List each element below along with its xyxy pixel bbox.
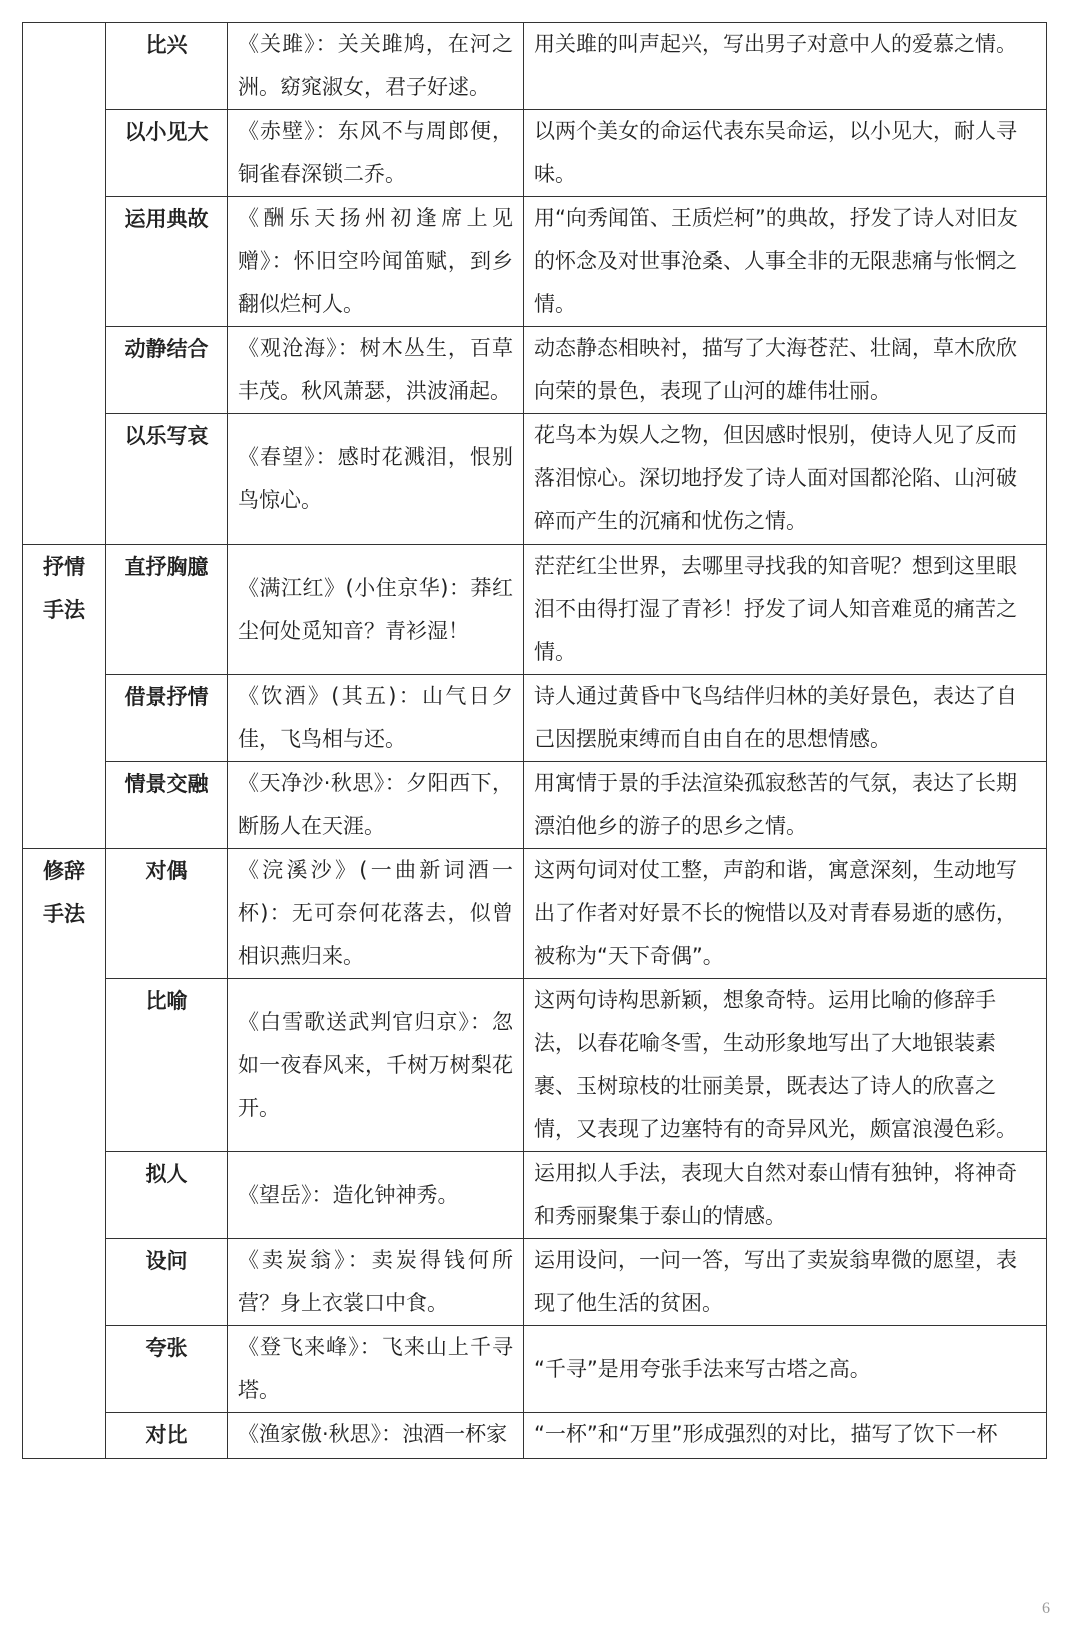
table-row <box>23 849 1047 979</box>
analysis-cell: 用“向秀闻笛、王质烂柯”的典故，抒发了诗人对旧友的怀念及对世事沧桑、人事全非的无限悲痛与怅惘之情。 <box>524 197 1047 327</box>
technique-cell: 动静结合 <box>106 327 228 414</box>
analysis-cell: 这两句词对仗工整，声韵和谐，寓意深刻，生动地写出了作者对好景不长的惋惜以及对青春易逝的感伤，被称为“天下奇偶”。 <box>524 849 1047 979</box>
analysis-cell: 运用拟人手法，表现大自然对泰山情有独钟，将神奇和秀丽聚集于泰山的情感。 <box>524 1152 1047 1239</box>
technique-cell: 直抒胸臆 <box>106 545 228 675</box>
analysis-cell: 用寓情于景的手法渲染孤寂愁苦的气氛，表达了长期漂泊他乡的游子的思乡之情。 <box>524 762 1047 849</box>
example-cell: 《天净沙·秋思》：夕阳西下，断肠人在天涯。 <box>228 762 524 849</box>
example-cell: 《满江红》(小住京华)：莽红尘何处觅知音？青衫湿！ <box>228 545 524 675</box>
technique-cell: 运用典故 <box>106 197 228 327</box>
analysis-cell: 茫茫红尘世界，去哪里寻找我的知音呢？想到这里眼泪不由得打湿了青衫！抒发了词人知音难觅的痛苦之情。 <box>524 545 1047 675</box>
rhetoric-techniques-table <box>22 22 1047 1459</box>
example-cell: 《关雎》：关关雎鸠，在河之洲。窈窕淑女，君子好逑。 <box>228 23 524 110</box>
category-cell-blank <box>23 23 106 545</box>
analysis-cell: 用关雎的叫声起兴，写出男子对意中人的爱慕之情。 <box>524 23 1047 110</box>
analysis-cell: 诗人通过黄昏中飞鸟结伴归林的美好景色，表达了自己因摆脱束缚而自由自在的思想情感。 <box>524 675 1047 762</box>
example-cell: 《浣溪沙》(一曲新词酒一杯)：无可奈何花落去，似曾相识燕归来。 <box>228 849 524 979</box>
table-row <box>23 675 1047 762</box>
table-row <box>23 1239 1047 1326</box>
example-cell: 《望岳》：造化钟神秀。 <box>228 1152 524 1239</box>
example-cell: 《饮酒》(其五)：山气日夕佳，飞鸟相与还。 <box>228 675 524 762</box>
table-row <box>23 197 1047 327</box>
analysis-cell: 这两句诗构思新颖，想象奇特。运用比喻的修辞手法，以春花喻冬雪，生动形象地写出了大地银装素裹、玉树琼枝的壮丽美景，既表达了诗人的欣喜之情，又表现了边塞特有的奇异风光，颇富浪漫色彩。 <box>524 979 1047 1152</box>
example-cell: 《登飞来峰》：飞来山上千寻塔。 <box>228 1326 524 1413</box>
table-row <box>23 979 1047 1152</box>
technique-cell: 拟人 <box>106 1152 228 1239</box>
category-label: 抒情手法 <box>43 555 85 622</box>
example-cell: 《酬乐天扬州初逢席上见赠》：怀旧空吟闻笛赋，到乡翻似烂柯人。 <box>228 197 524 327</box>
category-cell <box>23 545 106 849</box>
analysis-cell: 以两个美女的命运代表东吴命运，以小见大，耐人寻味。 <box>524 110 1047 197</box>
technique-cell: 对偶 <box>106 849 228 979</box>
analysis-cell: 运用设问，一问一答，写出了卖炭翁卑微的愿望，表现了他生活的贫困。 <box>524 1239 1047 1326</box>
technique-cell: 借景抒情 <box>106 675 228 762</box>
table-row <box>23 1326 1047 1413</box>
table-row <box>23 414 1047 545</box>
example-cell: 《渔家傲·秋思》：浊酒一杯家 <box>228 1413 524 1459</box>
table-row <box>23 23 1047 110</box>
example-cell: 《白雪歌送武判官归京》：忽如一夜春风来，千树万树梨花开。 <box>228 979 524 1152</box>
technique-cell: 以乐写哀 <box>106 414 228 545</box>
table-row <box>23 1152 1047 1239</box>
analysis-cell: 花鸟本为娱人之物，但因感时恨别，使诗人见了反而落泪惊心。深切地抒发了诗人面对国都沦陷、山河破碎而产生的沉痛和忧伤之情。 <box>524 414 1047 545</box>
technique-cell: 以小见大 <box>106 110 228 197</box>
technique-cell: 情景交融 <box>106 762 228 849</box>
table-row <box>23 545 1047 675</box>
technique-cell: 夸张 <box>106 1326 228 1413</box>
analysis-cell: “千寻”是用夸张手法来写古塔之高。 <box>524 1326 1047 1413</box>
example-cell: 《春望》：感时花溅泪，恨别鸟惊心。 <box>228 414 524 545</box>
table-row <box>23 762 1047 849</box>
example-cell: 《观沧海》：树木丛生，百草丰茂。秋风萧瑟，洪波涌起。 <box>228 327 524 414</box>
technique-cell: 设问 <box>106 1239 228 1326</box>
technique-cell: 比兴 <box>106 23 228 110</box>
table-row <box>23 110 1047 197</box>
technique-cell: 对比 <box>106 1413 228 1459</box>
category-cell <box>23 849 106 1459</box>
page-number: 6 <box>1042 1600 1050 1617</box>
technique-cell: 比喻 <box>106 979 228 1152</box>
table-row <box>23 327 1047 414</box>
example-cell: 《赤壁》：东风不与周郎便，铜雀春深锁二乔。 <box>228 110 524 197</box>
example-cell: 《卖炭翁》：卖炭得钱何所营？身上衣裳口中食。 <box>228 1239 524 1326</box>
analysis-cell: “一杯”和“万里”形成强烈的对比，描写了饮下一杯 <box>524 1413 1047 1459</box>
analysis-cell: 动态静态相映衬，描写了大海苍茫、壮阔，草木欣欣向荣的景色，表现了山河的雄伟壮丽。 <box>524 327 1047 414</box>
table-row <box>23 1413 1047 1459</box>
category-label: 修辞手法 <box>43 859 85 926</box>
